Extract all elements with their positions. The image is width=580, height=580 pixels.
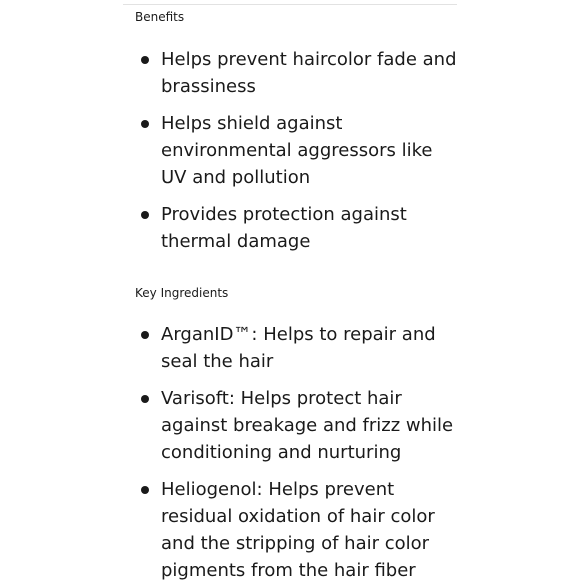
benefits-list [0, 46, 580, 265]
benefit-item-text: Helps prevent haircolor fade and brassiness [161, 49, 457, 97]
bullet-dot-icon [141, 120, 149, 128]
bullet-dot-icon [141, 211, 149, 219]
ingredient-item-text: ArganID™: Helps to repair and seal the hair [161, 324, 436, 372]
bullet-dot-icon [141, 331, 149, 339]
ingredient-item [0, 321, 461, 375]
benefit-item [0, 201, 461, 255]
ingredient-item-text: Heliogenol: Helps prevent residual oxidation of hair color and the stripping of hair color pigments from the hair fiber [161, 479, 435, 580]
bullet-dot-icon [141, 56, 149, 64]
benefit-item [0, 46, 461, 100]
bullet-dot-icon [141, 486, 149, 494]
benefit-item-text: Provides protection against thermal damage [161, 204, 407, 252]
top-divider [123, 4, 457, 5]
key-ingredients-heading: Key Ingredients [135, 286, 229, 300]
ingredient-item-text: Varisoft: Helps protect hair against breakage and frizz while conditioning and nurturing [161, 388, 454, 463]
bullet-dot-icon [141, 395, 149, 403]
ingredient-item [0, 385, 461, 466]
benefits-heading: Benefits [135, 10, 185, 24]
key-ingredients-list [0, 321, 580, 580]
ingredient-item [0, 476, 461, 580]
benefit-item [0, 110, 461, 191]
benefit-item-text: Helps shield against environmental aggressors like UV and pollution [161, 113, 433, 188]
